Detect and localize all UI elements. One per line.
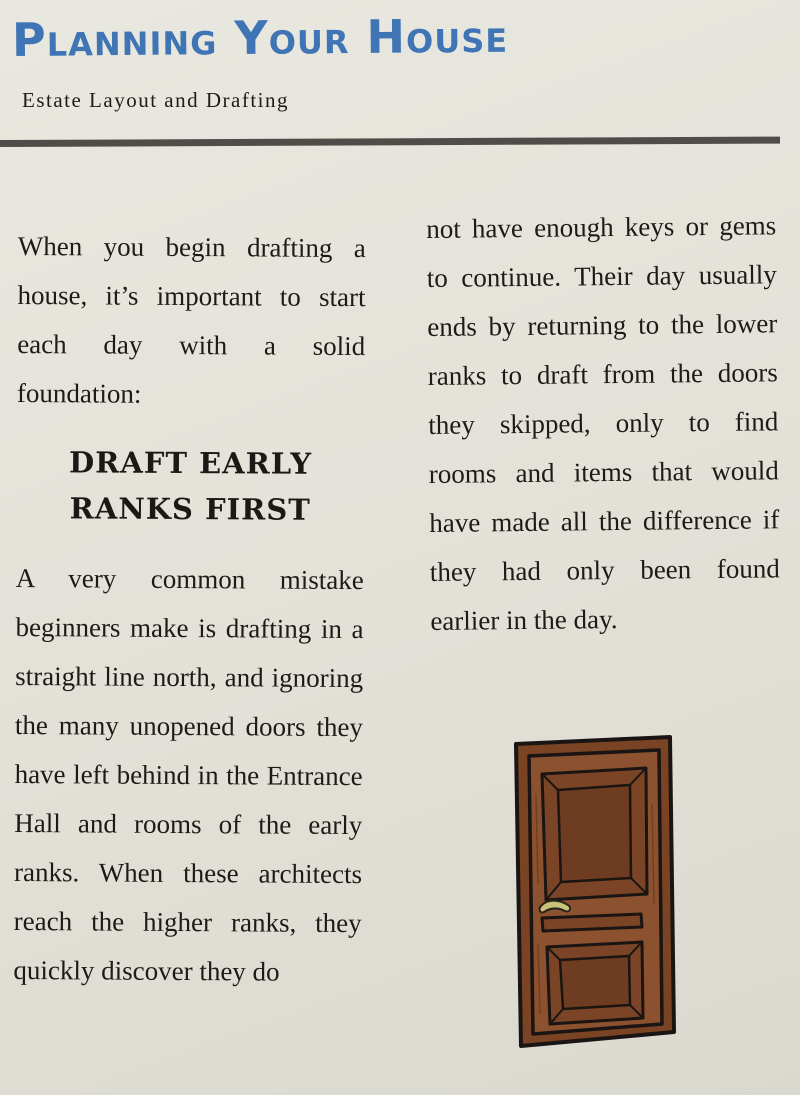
body-paragraph-right: not have enough keys or gems to continue. Their day usually ends by returning to the lower ranks to draft from the doors they skipped, only to find rooms and items that would have made all the difference if they had only been found earlier in the day. bbox=[426, 210, 780, 636]
page-title: Planning Your House bbox=[11, 8, 509, 67]
door-middle-rail bbox=[542, 914, 642, 931]
text-column-right bbox=[426, 201, 781, 646]
door-upper-panel-inset bbox=[558, 785, 631, 882]
body-paragraph-left: A very common mistake beginners make is drafting in a straight line north, and ignoring the many unopened doors they have left behind in the Entrance Hall and rooms of the early ranks. When these architects reach the higher ranks, they quickly discover they do bbox=[13, 562, 364, 987]
wooden-door-icon bbox=[512, 734, 678, 1050]
header-divider bbox=[0, 137, 780, 147]
door-lower-panel-inset bbox=[560, 956, 630, 1009]
text-column-left bbox=[13, 222, 366, 997]
intro-paragraph: When you begin drafting a house, it’s important to start each day with a solid foundation: bbox=[16, 230, 366, 409]
page-subtitle: Estate Layout and Drafting bbox=[22, 88, 290, 112]
section-heading: DRAFT EARLY RANKS FIRST bbox=[68, 445, 313, 527]
